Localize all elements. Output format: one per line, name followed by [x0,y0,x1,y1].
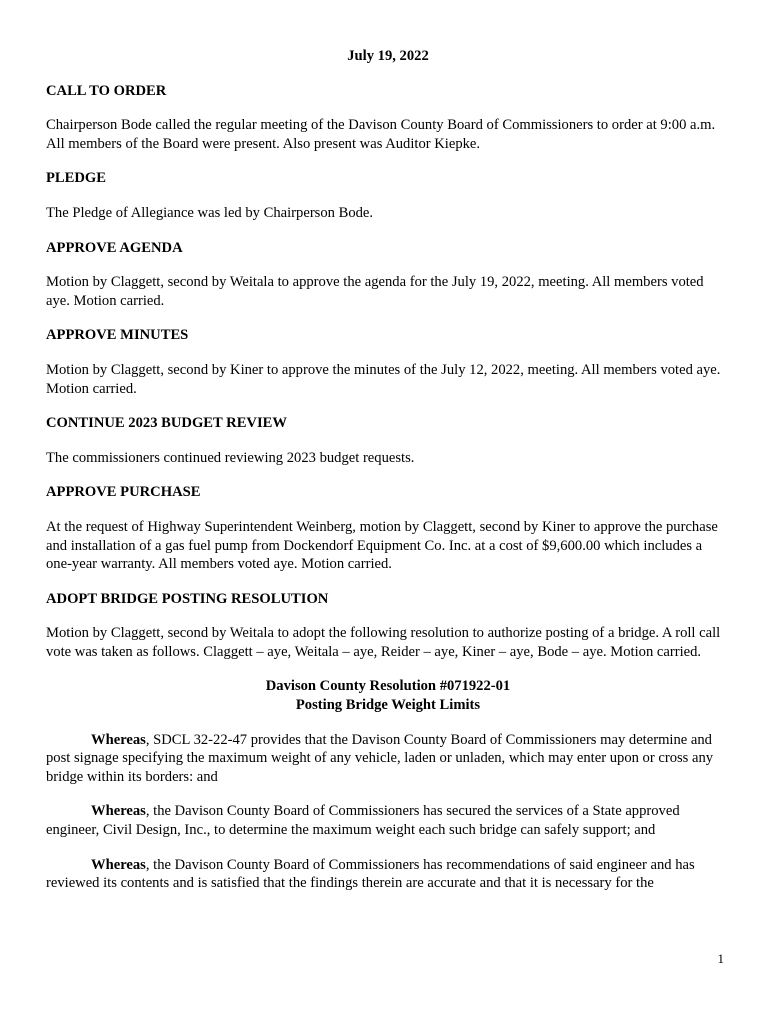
section-body: The commissioners continued reviewing 2023 budget requests. [46,449,415,466]
section-bridge-resolution [46,590,730,662]
section-pledge [46,169,730,222]
section-body: Chairperson Bode called the regular meeting of the Davison County Board of Commissioners to order at 9:00 a.m. All members of the Board were present. Also present was Auditor Kiepke. [46,117,716,152]
section-body: The Pledge of Allegiance was led by Chairperson Bode. [46,204,374,221]
document-page [46,47,730,909]
whereas-clause [46,731,730,787]
section-budget-review [46,414,730,467]
section-heading: APPROVE MINUTES [46,327,189,344]
section-heading: PLEDGE [46,170,107,187]
resolution-title [46,677,730,714]
section-body: Motion by Claggett, second by Weitala to approve the agenda for the July 19, 2022, meeting. All members voted aye. Motion carried. [46,274,704,309]
section-heading: APPROVE AGENDA [46,239,183,256]
whereas-lead: Whereas [91,731,146,748]
section-heading: CONTINUE 2023 BUDGET REVIEW [46,415,287,432]
meeting-date: July 19, 2022 [347,48,429,64]
section-approve-agenda [46,239,730,311]
section-approve-minutes [46,326,730,398]
section-body: Motion by Claggett, second by Kiner to approve the minutes of the July 12, 2022, meeting. All members voted aye. Motion carried. [46,361,721,397]
whereas-lead: Whereas [91,803,146,820]
section-heading: APPROVE PURCHASE [46,484,201,501]
whereas-clause [46,856,730,893]
resolution-title-line1: Davison County Resolution #071922-01 [265,678,511,695]
whereas-text: , the Davison County Board of Commissioners has secured the services of a State approved engineer, Civil Design, Inc., to determine the maximum weight each such bridge can safely support; and [46,803,680,839]
whereas-text: , the Davison County Board of Commissioners has recommendations of said engineer and has reviewed its contents and is satisfied that the findings therein are accurate and that it is necessary for the [46,856,695,892]
whereas-clause [46,802,730,839]
whereas-lead: Whereas [91,856,146,873]
section-call-to-order [46,82,730,154]
section-approve-purchase [46,483,730,573]
section-body: Motion by Claggett, second by Weitala to adopt the following resolution to authorize posting of a bridge. A roll call vote was taken as follows. Claggett – aye, Weitala – aye, Reider – aye, Kiner – aye, Bode – aye. Motion carried. [46,625,721,660]
resolution-title-line2: Posting Bridge Weight Limits [295,697,481,714]
section-heading: CALL TO ORDER [46,82,167,99]
section-body: At the request of Highway Superintendent Weinberg, motion by Claggett, second by Kiner to approve the purchase and installation of a gas fuel pump from Dockendorf Equipment Co. Inc. at a cost of $9,600.00 which includes a one-year warranty. All members voted aye. Motion carried. [46,518,718,573]
section-heading: ADOPT BRIDGE POSTING RESOLUTION [46,590,329,607]
whereas-text: , SDCL 32-22-47 provides that the Davison County Board of Commissioners may determine and post signage specifying the maximum weight of any vehicle, laden or unladen, which may enter upon or cross any bridge within its borders: and [46,731,714,785]
page-number: 1 [717,951,724,966]
